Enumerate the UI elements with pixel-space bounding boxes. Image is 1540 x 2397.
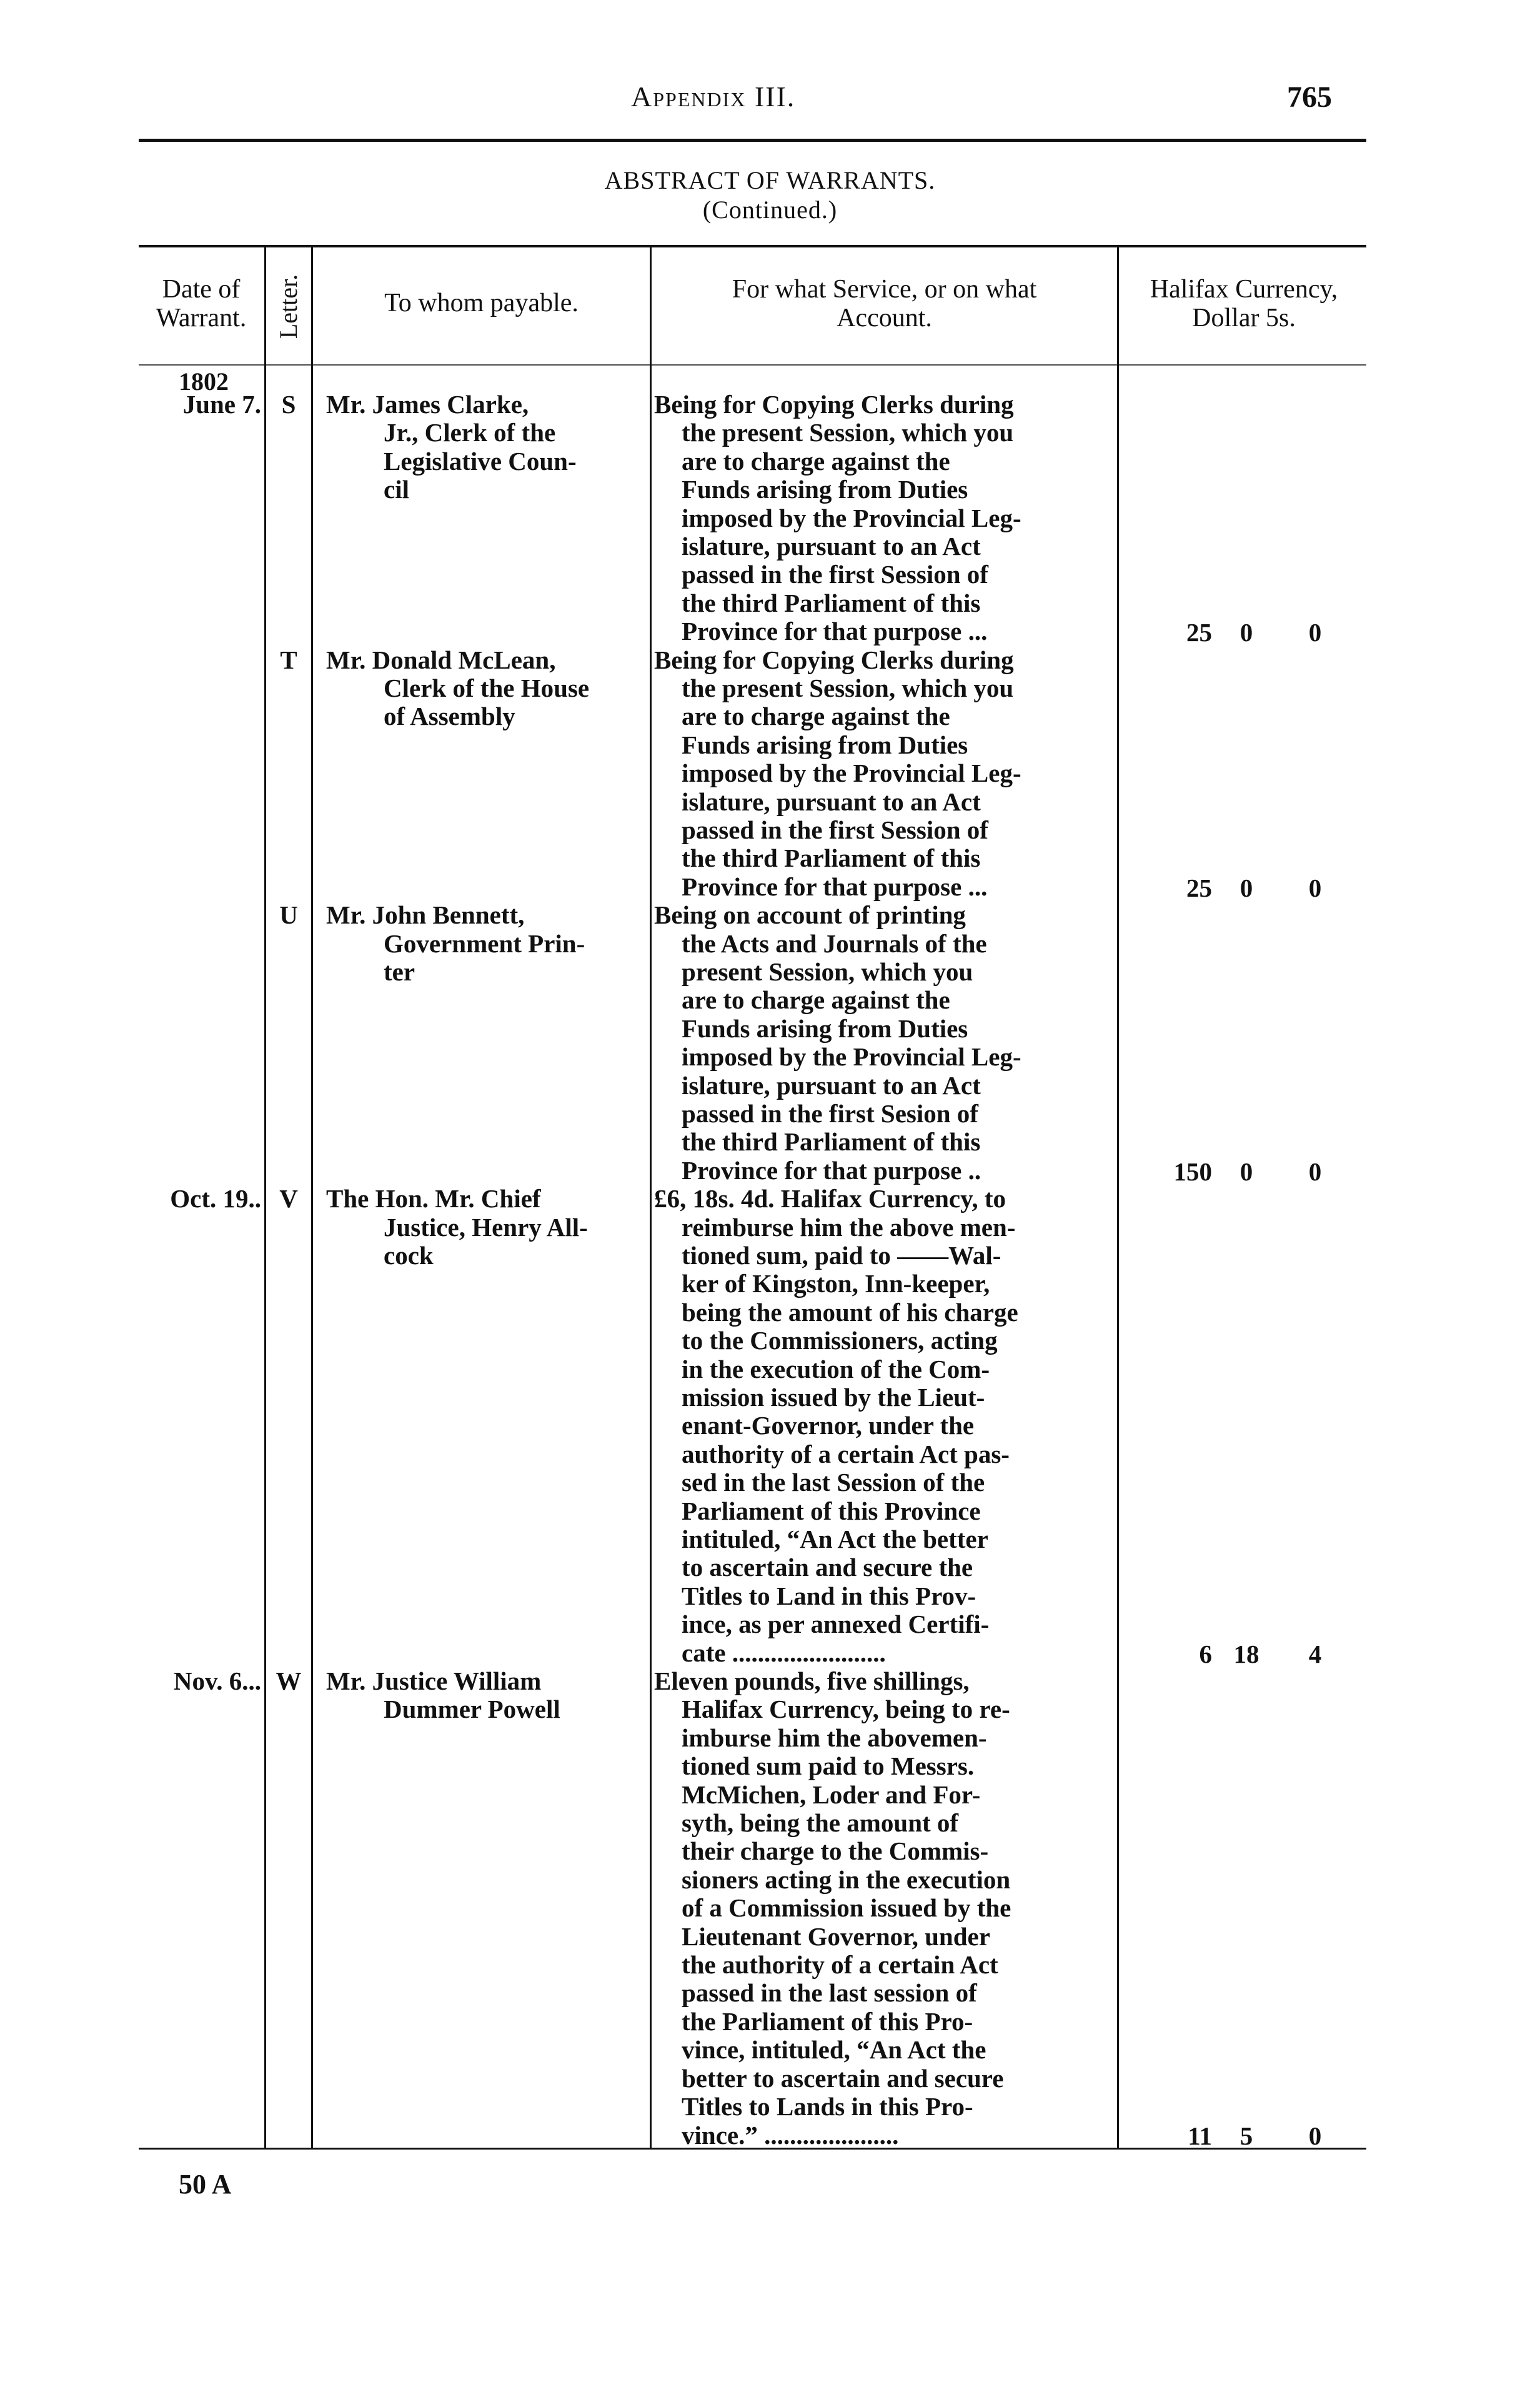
service-line: Funds arising from Duties — [682, 475, 968, 504]
col-header-date: Date of Warrant. — [156, 275, 247, 332]
service-line: passed in the first Session of — [682, 560, 988, 589]
service-line: Being for Copying Clerks during — [654, 645, 1014, 674]
col-header-service: For what Service, or on what Account. — [732, 275, 1037, 332]
payee-line: Mr. James Clarke, — [326, 390, 529, 419]
row-amount — [1125, 1639, 1362, 1669]
service-line: being the amount of his charge — [682, 1297, 1018, 1327]
amount-shillings: 18 — [1233, 1639, 1259, 1668]
payee-line: Government Prin- — [384, 929, 585, 958]
service-line: passed in the first Sesion of — [682, 1099, 978, 1129]
amount-pounds: 150 — [1173, 1157, 1212, 1186]
amount-pence: 0 — [1308, 2121, 1322, 2151]
row-payee — [326, 1184, 647, 1270]
row-letter: U — [279, 900, 298, 930]
service-line: authority of a certain Act pas- — [682, 1439, 1010, 1468]
amount-pence: 0 — [1308, 873, 1322, 902]
service-line: tioned sum paid to Messrs. — [682, 1752, 975, 1781]
row-letter: S — [281, 390, 296, 419]
service-line: Province for that purpose ... — [682, 617, 988, 646]
row-payee — [326, 390, 647, 504]
amount-pounds: 25 — [1186, 873, 1212, 902]
payee-line: Clerk of the House — [384, 674, 590, 702]
service-line: imposed by the Provincial Leg- — [682, 759, 1021, 788]
table-head-rule — [139, 364, 1366, 366]
table-top-rule — [139, 245, 1366, 247]
row-date: June 7. — [182, 390, 261, 419]
service-line: enant-Governor, under the — [682, 1411, 975, 1440]
row-amount — [1125, 873, 1362, 903]
service-line: are to charge against the — [682, 446, 950, 476]
service-line: Funds arising from Duties — [682, 730, 968, 759]
column-divider-payee — [650, 247, 652, 2148]
row-service — [654, 1667, 1115, 2150]
amount-shillings: 0 — [1239, 1157, 1253, 1186]
row-letter: V — [279, 1184, 298, 1213]
service-line: imposed by the Provincial Leg- — [682, 503, 1021, 532]
service-line: cate ........................ — [682, 1638, 886, 1667]
header-rule — [139, 139, 1366, 142]
payee-line: Jr., Clerk of the — [384, 418, 556, 447]
service-line: Titles to Land in this Prov- — [682, 1581, 976, 1610]
service-line: the authority of a certain Act — [682, 1950, 998, 1980]
payee-line: Mr. Justice William — [326, 1667, 542, 1695]
table-title-line2: (Continued.) — [702, 196, 838, 224]
service-line: imposed by the Provincial Leg- — [682, 1042, 1021, 1072]
service-line: the third Parliament of this — [682, 844, 981, 873]
service-line: Being for Copying Clerks during — [654, 390, 1014, 419]
service-line: Parliament of this Province — [682, 1496, 981, 1525]
service-line: are to charge against the — [682, 702, 950, 731]
service-line: Titles to Lands in this Pro- — [682, 2092, 973, 2121]
service-line: Being on account of printing — [654, 900, 966, 930]
row-service — [654, 391, 1115, 646]
service-line: to the Commissioners, acting — [682, 1326, 998, 1355]
row-amount — [1125, 1157, 1362, 1187]
amount-pence: 4 — [1308, 1639, 1322, 1668]
service-line: of a Commission issued by the — [682, 1893, 1011, 1923]
column-divider-service — [1117, 247, 1119, 2148]
service-line: the Acts and Journals of the — [682, 929, 987, 958]
payee-line: Mr. John Bennett, — [326, 900, 525, 930]
amount-pounds: 6 — [1199, 1639, 1212, 1668]
payee-line: cil — [384, 475, 409, 504]
amount-pounds: 25 — [1186, 618, 1212, 647]
amount-pence: 0 — [1308, 618, 1322, 647]
service-line: islature, pursuant to an Act — [682, 787, 981, 816]
service-line: Halifax Currency, being to re- — [682, 1695, 1010, 1724]
service-line: sioners acting in the execution — [682, 1865, 1011, 1894]
service-line: sed in the last Session of the — [682, 1468, 985, 1497]
row-service — [654, 1185, 1115, 1667]
col-header-amount: Halifax Currency, Dollar 5s. — [1150, 275, 1338, 332]
amount-shillings: 0 — [1239, 618, 1253, 647]
service-line: syth, being the amount of — [682, 1808, 959, 1838]
row-payee — [326, 1667, 647, 1724]
service-line: mission issued by the Lieut- — [682, 1383, 985, 1412]
row-amount — [1125, 2121, 1362, 2151]
service-line: better to ascertain and secure — [682, 2063, 1004, 2093]
service-line: the present Session, which you — [682, 418, 1014, 447]
service-line: vince.” ..................... — [682, 2120, 899, 2150]
service-line: Province for that purpose ... — [682, 872, 988, 901]
service-line: in the execution of the Com- — [682, 1354, 990, 1383]
service-line: £6, 18s. 4d. Halifax Currency, to — [654, 1184, 1006, 1213]
service-line: vince, intituled, “An Act the — [682, 2035, 986, 2065]
payee-line: cock — [384, 1241, 434, 1270]
service-line: Funds arising from Duties — [682, 1014, 968, 1043]
service-line: passed in the first Session of — [682, 815, 988, 845]
payee-line: Justice, Henry All- — [384, 1212, 588, 1242]
payee-line: Dummer Powell — [384, 1695, 560, 1724]
service-line: imburse him the abovemen- — [682, 1723, 987, 1752]
row-payee — [326, 645, 647, 731]
amount-shillings: 5 — [1239, 2121, 1253, 2151]
service-line: ince, as per annexed Certifi- — [682, 1610, 990, 1639]
row-service — [654, 901, 1115, 1185]
service-line: islature, pursuant to an Act — [682, 532, 981, 561]
service-line: Province for that purpose .. — [682, 1155, 981, 1185]
service-line: the Parliament of this Pro- — [682, 2006, 973, 2036]
row-letter: T — [280, 645, 297, 674]
payee-line: ter — [384, 957, 415, 986]
table-title — [0, 166, 1540, 224]
service-line: the third Parliament of this — [682, 588, 981, 617]
row-payee — [326, 900, 647, 986]
service-line: present Session, which you — [682, 957, 973, 986]
footer-signature: 50 A — [179, 2169, 232, 2200]
row-amount — [1125, 617, 1362, 647]
column-divider-letter — [311, 247, 313, 2148]
service-line: their charge to the Commis- — [682, 1836, 989, 1866]
amount-pounds: 11 — [1188, 2121, 1212, 2151]
payee-line: Legislative Coun- — [384, 446, 577, 476]
row-date: Oct. 19.. — [170, 1184, 261, 1213]
payee-line: of Assembly — [384, 702, 515, 731]
row-date: Nov. 6... — [173, 1667, 261, 1695]
service-line: passed in the last session of — [682, 1978, 977, 2008]
service-line: intituled, “An Act the better — [682, 1525, 988, 1554]
col-header-payee: To whom payable. — [384, 289, 579, 317]
service-line: reimburse him the above men- — [682, 1212, 1016, 1242]
service-line: tioned sum, paid to ——Wal- — [682, 1241, 1001, 1270]
amount-shillings: 0 — [1239, 873, 1253, 902]
service-line: are to charge against the — [682, 985, 950, 1015]
service-line: Eleven pounds, five shillings, — [654, 1667, 970, 1695]
col-header-letter: Letter. — [274, 274, 303, 339]
service-line: islature, pursuant to an Act — [682, 1070, 981, 1100]
service-line: the present Session, which you — [682, 674, 1014, 702]
service-line: Lieutenant Governor, under — [682, 1921, 990, 1951]
payee-line: The Hon. Mr. Chief — [326, 1184, 541, 1213]
table-title-line1: ABSTRACT OF WARRANTS. — [604, 166, 936, 194]
running-title: Appendix III. — [631, 81, 796, 112]
service-line: to ascertain and secure the — [682, 1553, 973, 1582]
row-service — [654, 646, 1115, 902]
service-line: the third Parliament of this — [682, 1127, 981, 1157]
page-number: 765 — [1287, 81, 1332, 114]
amount-pence: 0 — [1308, 1157, 1322, 1186]
service-line: ker of Kingston, Inn-keeper, — [682, 1269, 990, 1298]
service-line: McMichen, Loder and For- — [682, 1780, 981, 1809]
year-label: 1802 — [179, 367, 229, 396]
row-letter: W — [276, 1667, 302, 1695]
payee-line: Mr. Donald McLean, — [326, 645, 556, 674]
